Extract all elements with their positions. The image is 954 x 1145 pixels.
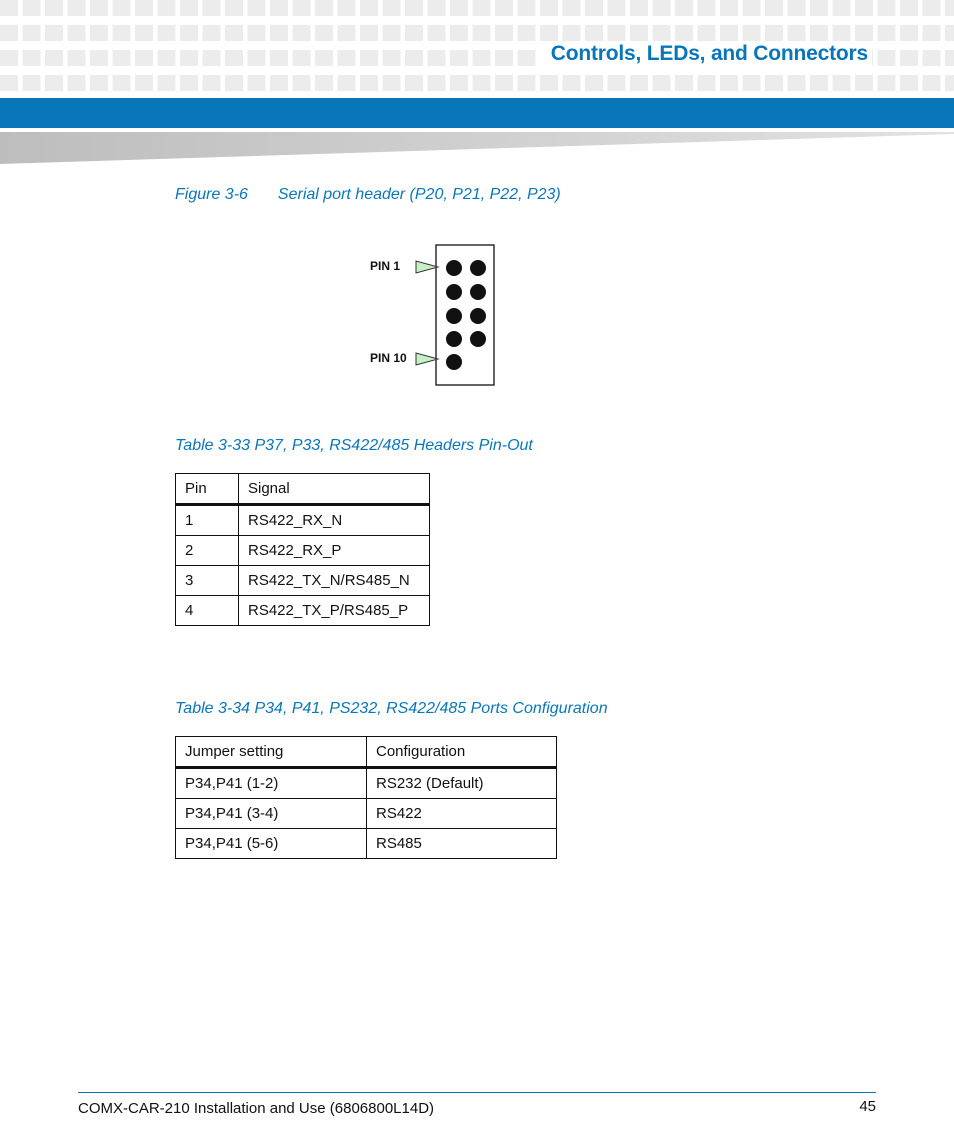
table1-pinout (175, 473, 430, 626)
pin-1 (446, 260, 462, 276)
cell-pin: 3 (176, 566, 239, 596)
figure-caption (175, 186, 561, 204)
column-header-configuration: Configuration (367, 737, 557, 768)
cell-signal: RS422_TX_N/RS485_N (239, 566, 430, 596)
pin-7 (446, 331, 462, 347)
pin-4 (470, 284, 486, 300)
table-row (176, 829, 557, 859)
table-row (176, 799, 557, 829)
cell-pin: 4 (176, 596, 239, 626)
pin-2 (470, 260, 486, 276)
pin1-label: PIN 1 (370, 259, 401, 273)
figure-title: Serial port header (P20, P21, P22, P23) (277, 186, 561, 203)
column-header-pin: Pin (176, 474, 239, 505)
cell-signal: RS422_TX_P/RS485_P (239, 596, 430, 626)
table-row (176, 768, 557, 799)
table-row (176, 596, 430, 626)
table-row (176, 536, 430, 566)
pin-6 (470, 308, 486, 324)
cell-jumper: P34,P41 (1-2) (176, 768, 367, 799)
table-header-row (176, 737, 557, 768)
table1-caption: Table 3-33 P37, P33, RS422/485 Headers Pin-Out (175, 437, 533, 454)
pin10-arrow (416, 353, 438, 365)
cell-configuration: RS232 (Default) (367, 768, 557, 799)
cell-pin: 1 (176, 505, 239, 536)
serial-header-diagram (360, 238, 500, 390)
section-title: Controls, LEDs, and Connectors (539, 42, 872, 66)
pin-3 (446, 284, 462, 300)
column-header-signal: Signal (239, 474, 430, 505)
pin1-arrow (416, 261, 438, 273)
table-row (176, 566, 430, 596)
pin-9 (446, 354, 462, 370)
footer-divider (78, 1092, 876, 1093)
cell-signal: RS422_RX_P (239, 536, 430, 566)
pin-8 (470, 331, 486, 347)
table-row (176, 505, 430, 536)
cell-configuration: RS485 (367, 829, 557, 859)
table2-config (175, 736, 557, 859)
pin-5 (446, 308, 462, 324)
table2-caption: Table 3-34 P34, P41, PS232, RS422/485 Ports Configuration (175, 700, 608, 717)
table-header-row (176, 474, 430, 505)
footer-page-number: 45 (859, 1098, 876, 1115)
cell-pin: 2 (176, 536, 239, 566)
cell-jumper: P34,P41 (5-6) (176, 829, 367, 859)
figure-number: Figure 3-6 (175, 186, 248, 203)
footer-doc-title: COMX-CAR-210 Installation and Use (6806800L14D) (78, 1100, 435, 1117)
header-blue-bar (0, 98, 954, 128)
cell-configuration: RS422 (367, 799, 557, 829)
column-header-jumper: Jumper setting (176, 737, 367, 768)
header-grey-wedge (0, 132, 954, 164)
cell-signal: RS422_RX_N (239, 505, 430, 536)
cell-jumper: P34,P41 (3-4) (176, 799, 367, 829)
pin10-label: PIN 10 (370, 351, 407, 365)
